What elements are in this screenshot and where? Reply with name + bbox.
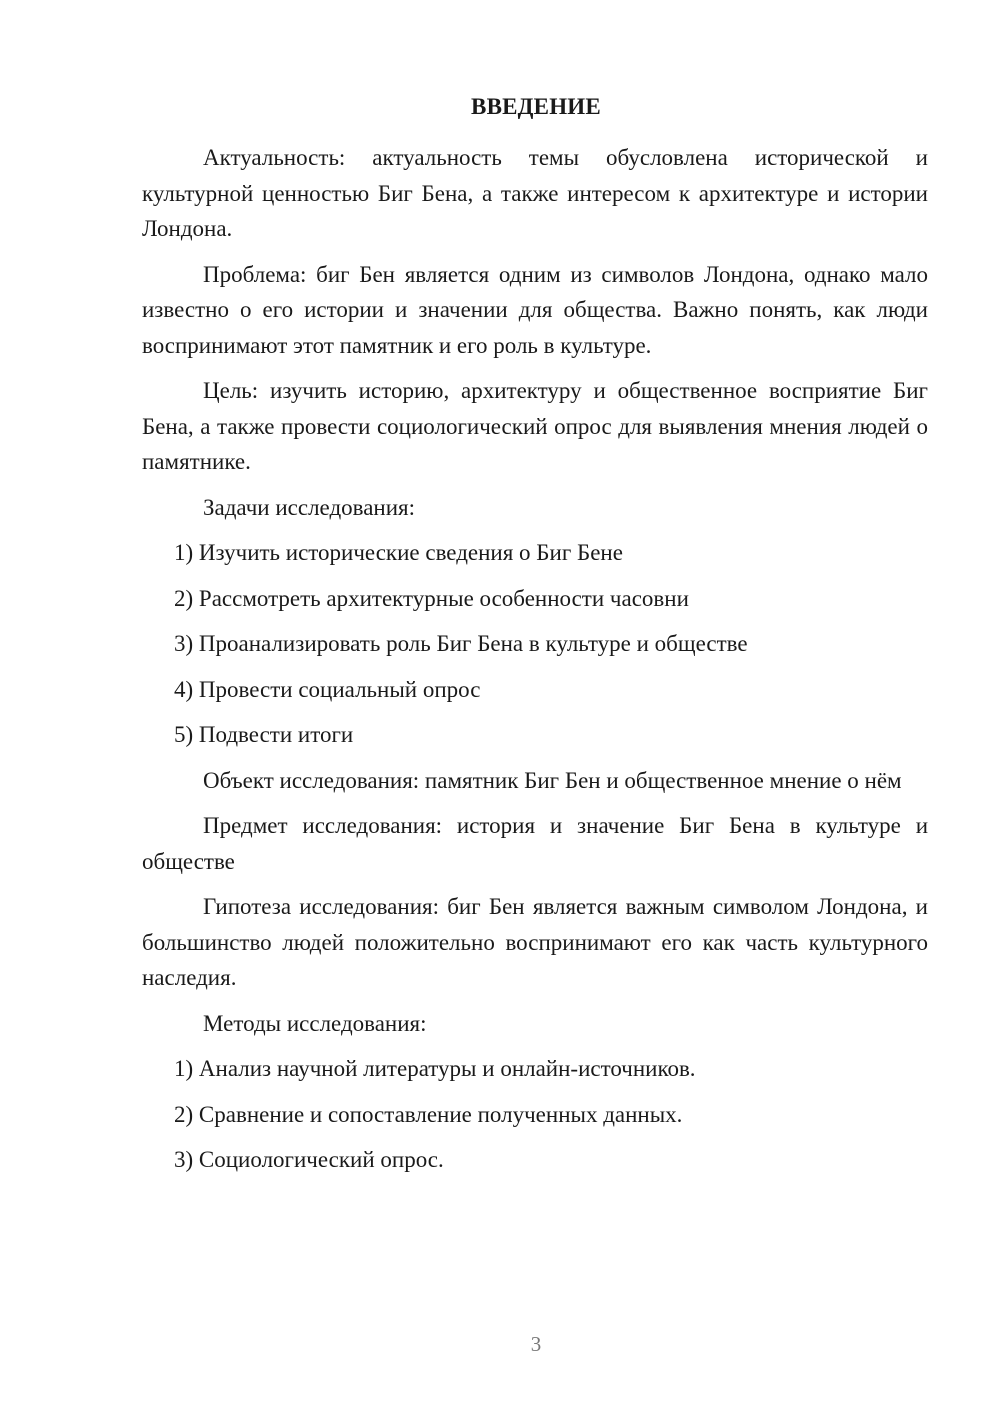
method-list-item: 2) Сравнение и сопоставление полученных данных. [174,1101,683,1127]
task-list-item: 2) Рассмотреть архитектурные особенности часовни [174,585,689,611]
task-list-item: 4) Провести социальный опрос [174,676,481,702]
page-number: 3 [530,1332,542,1356]
relevance-paragraph: Актуальность: актуальность темы обусловлена исторической и культурной ценностью Биг Бена, а также интересом к архитектуре и истории Лондона. [142,145,928,241]
method-list-item: 1) Анализ научной литературы и онлайн-источников. [174,1056,696,1081]
method-list-item: 3) Социологический опрос. [174,1147,444,1172]
document-body [142,140,928,1188]
goal-paragraph: Цель: изучить историю, архитектуру и общественное восприятие Биг Бена, а также провести социологический опрос для выявления мнения людей о памятнике. [142,378,928,474]
task-list-item: 1) Изучить исторические сведения о Биг Бене [174,540,623,565]
subject-paragraph: Предмет исследования: история и значение Биг Бена в культуре и обществе [142,813,928,874]
tasks-heading: Задачи исследования: [203,494,416,520]
problem-paragraph: Проблема: биг Бен является одним из символов Лондона, однако мало известно о его истории и значении для общества. Важно понять, как люди воспринимают этот памятник и его роль в культуре. [142,261,928,358]
object-paragraph: Объект исследования: памятник Биг Бен и общественное мнение о нём [203,767,902,793]
hypothesis-paragraph: Гипотеза исследования: биг Бен является важным символом Лондона, и большинство людей положительно воспринимают его как часть культурного наследия. [142,894,928,990]
methods-heading: Методы исследования: [203,1010,427,1036]
task-list-item: 3) Проанализировать роль Биг Бена в культуре и обществе [174,631,748,656]
section-title: ВВЕДЕНИЕ [471,94,601,119]
task-list-item: 5) Подвести итоги [174,722,354,747]
